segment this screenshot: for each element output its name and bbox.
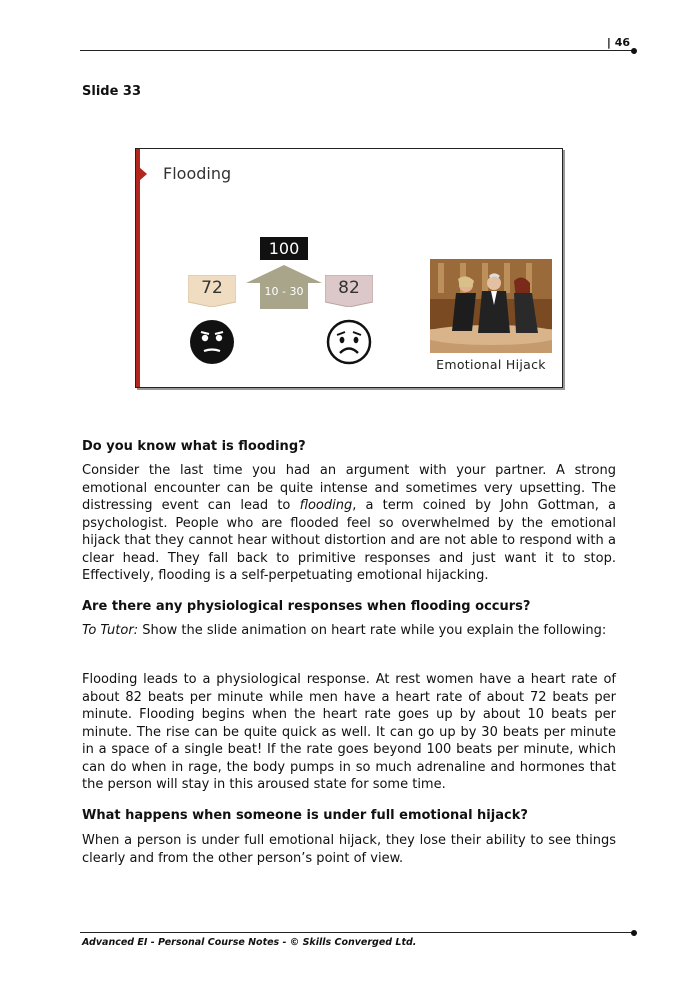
tutor-label: To Tutor: xyxy=(82,623,139,638)
heart-rate-82-shape xyxy=(325,275,373,307)
slide-label: Slide 33 xyxy=(82,84,142,99)
heart-rate-72-value: 72 xyxy=(201,278,223,298)
header-rule xyxy=(80,50,634,51)
section-heading-full-hijack: What happens when someone is under full emotional hijack? xyxy=(82,808,528,823)
tutor-note xyxy=(82,622,616,640)
tutor-text: Show the slide animation on heart rate while you explain the following: xyxy=(138,623,607,638)
slide-preview xyxy=(135,148,563,388)
section-heading-physiological: Are there any physiological responses when flooding occurs? xyxy=(82,599,531,614)
heart-rate-rise-arrow xyxy=(246,265,322,309)
heart-rate-72-shape xyxy=(188,275,236,307)
boardroom-argument-photo xyxy=(430,259,552,353)
footer-text: Advanced EI - Personal Course Notes - © Skills Converged Ltd. xyxy=(82,937,417,948)
footer-rule-dot xyxy=(631,930,637,936)
footer-rule xyxy=(80,932,634,933)
slide-accent-bar xyxy=(136,149,140,387)
page-number: | 46 xyxy=(606,36,630,49)
flooding-term: flooding xyxy=(299,498,353,513)
full-hijack-paragraph-text: When a person is under full emotional hijack, they lose their ability to see things clearly and from the other person’s point of view. xyxy=(82,833,616,866)
physiological-paragraph xyxy=(82,671,616,794)
full-hijack-paragraph xyxy=(82,832,616,867)
header-rule-dot xyxy=(631,48,637,54)
flooding-paragraph-intro: Consider the last time you had an argument with your partner. A strong emotional encounter can be quite intense and sometimes very upsetting. The distressing event can lead to xyxy=(82,463,616,513)
sad-face-icon xyxy=(326,319,372,365)
neutral-face-icon xyxy=(189,319,235,365)
photo-caption: Emotional Hijack xyxy=(436,357,546,372)
flooding-paragraph xyxy=(82,462,616,585)
heart-rate-100-box: 100 xyxy=(260,237,308,260)
section-heading-flooding: Do you know what is flooding? xyxy=(82,439,306,454)
arrow-range-label: 10 - 30 xyxy=(264,285,304,298)
flooding-paragraph-rest: , a term coined by John Gottman, a psychologist. People who are flooded feel so overwhelmed by the emotional hijack that they cannot hear without distortion and are not able to respond with a clear head. They fall back to primitive responses and just want it to stop. Effectively, flooding is a self-perpetuating emotional hijacking. xyxy=(82,498,617,583)
heart-rate-82-value: 82 xyxy=(338,278,360,298)
slide-title: Flooding xyxy=(163,164,232,183)
slide-title-marker xyxy=(139,167,147,181)
physiological-paragraph-text: Flooding leads to a physiological response. At rest women have a heart rate of about 82 beats per minute while men have a heart rate of about 72 beats per minute. Flooding begins when the heart rate goes up by about 10 beats per minute. The rise can be quite quick as well. It can go up by 30 beats per minute in a space of a single beat! If the rate goes beyond 100 beats per minute, which can do when in rage, the body pumps in so much adrenaline and hormones that the person will stay in this aroused state for some time. xyxy=(82,672,616,792)
